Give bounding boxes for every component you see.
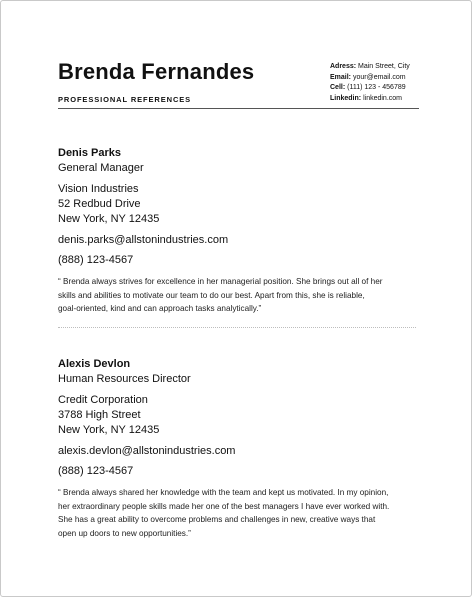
- reference-street: 3788 High Street: [58, 409, 141, 421]
- quote-line: skills and abilities to motivate our team to do our best. Apart from this, she is reliable,: [58, 290, 365, 300]
- contact-cell: [330, 83, 410, 94]
- reference-entry: [58, 146, 418, 316]
- quote-line: “ Brenda always shared her knowledge with the team and kept us motivated. In my opinion,: [58, 488, 389, 497]
- contact-email-value: your@email.com: [352, 73, 406, 81]
- contact-address: [330, 62, 410, 73]
- reference-title: General Manager: [58, 162, 144, 174]
- quote-line: open up doors to new opportunities.”: [58, 528, 191, 538]
- reference-address: [58, 182, 418, 227]
- contact-email-label: Email:: [330, 73, 352, 81]
- contact-info: [330, 62, 410, 104]
- reference-name: Denis Parks: [58, 147, 121, 159]
- reference-entry: [58, 357, 418, 540]
- reference-title: Human Resources Director: [58, 373, 191, 385]
- reference-quote: [58, 275, 418, 316]
- reference-separator: [58, 327, 416, 328]
- reference-company: Credit Corporation: [58, 394, 148, 406]
- contact-email: [330, 73, 410, 84]
- contact-linkedin-value: linkedin.com: [363, 94, 402, 102]
- reference-city: New York, NY 12435: [58, 424, 160, 436]
- reference-address: [58, 393, 418, 438]
- contact-cell-label: Cell:: [330, 84, 346, 91]
- quote-line: “ Brenda always strives for excellence in her managerial position. She brings out all of her: [58, 277, 383, 286]
- candidate-name: Brenda Fernandes: [58, 59, 255, 84]
- quote-line: her extraordinary people skills made her one of the best managers I have ever worked with.: [58, 501, 390, 511]
- reference-email: alexis.devlon@allstonindustries.com: [58, 445, 236, 457]
- reference-name: Alexis Devlon: [58, 358, 131, 370]
- reference-phone: (888) 123-4567: [58, 465, 134, 477]
- contact-linkedin-label: Linkedin:: [330, 94, 362, 102]
- contact-cell-value: (111) 123 - 456789: [347, 84, 406, 91]
- reference-email: denis.parks@allstonindustries.com: [58, 234, 229, 246]
- reference-city: New York, NY 12435: [58, 213, 160, 225]
- reference-street: 52 Redbud Drive: [58, 198, 141, 210]
- header-divider: [58, 108, 419, 109]
- contact-linkedin: [330, 94, 410, 105]
- document-subtitle: PROFESSIONAL REFERENCES: [58, 95, 192, 104]
- quote-line: She has a great ability to overcome problems and challenges in new, creative ways that: [58, 515, 376, 524]
- reference-company: Vision Industries: [58, 183, 139, 195]
- contact-address-value: Main Street, City: [358, 63, 410, 70]
- reference-quote: [58, 486, 418, 540]
- contact-address-label: Adress:: [330, 63, 357, 70]
- reference-phone: (888) 123-4567: [58, 254, 134, 266]
- quote-line: goal-oriented, kind and can approach tasks analytically.”: [58, 304, 262, 313]
